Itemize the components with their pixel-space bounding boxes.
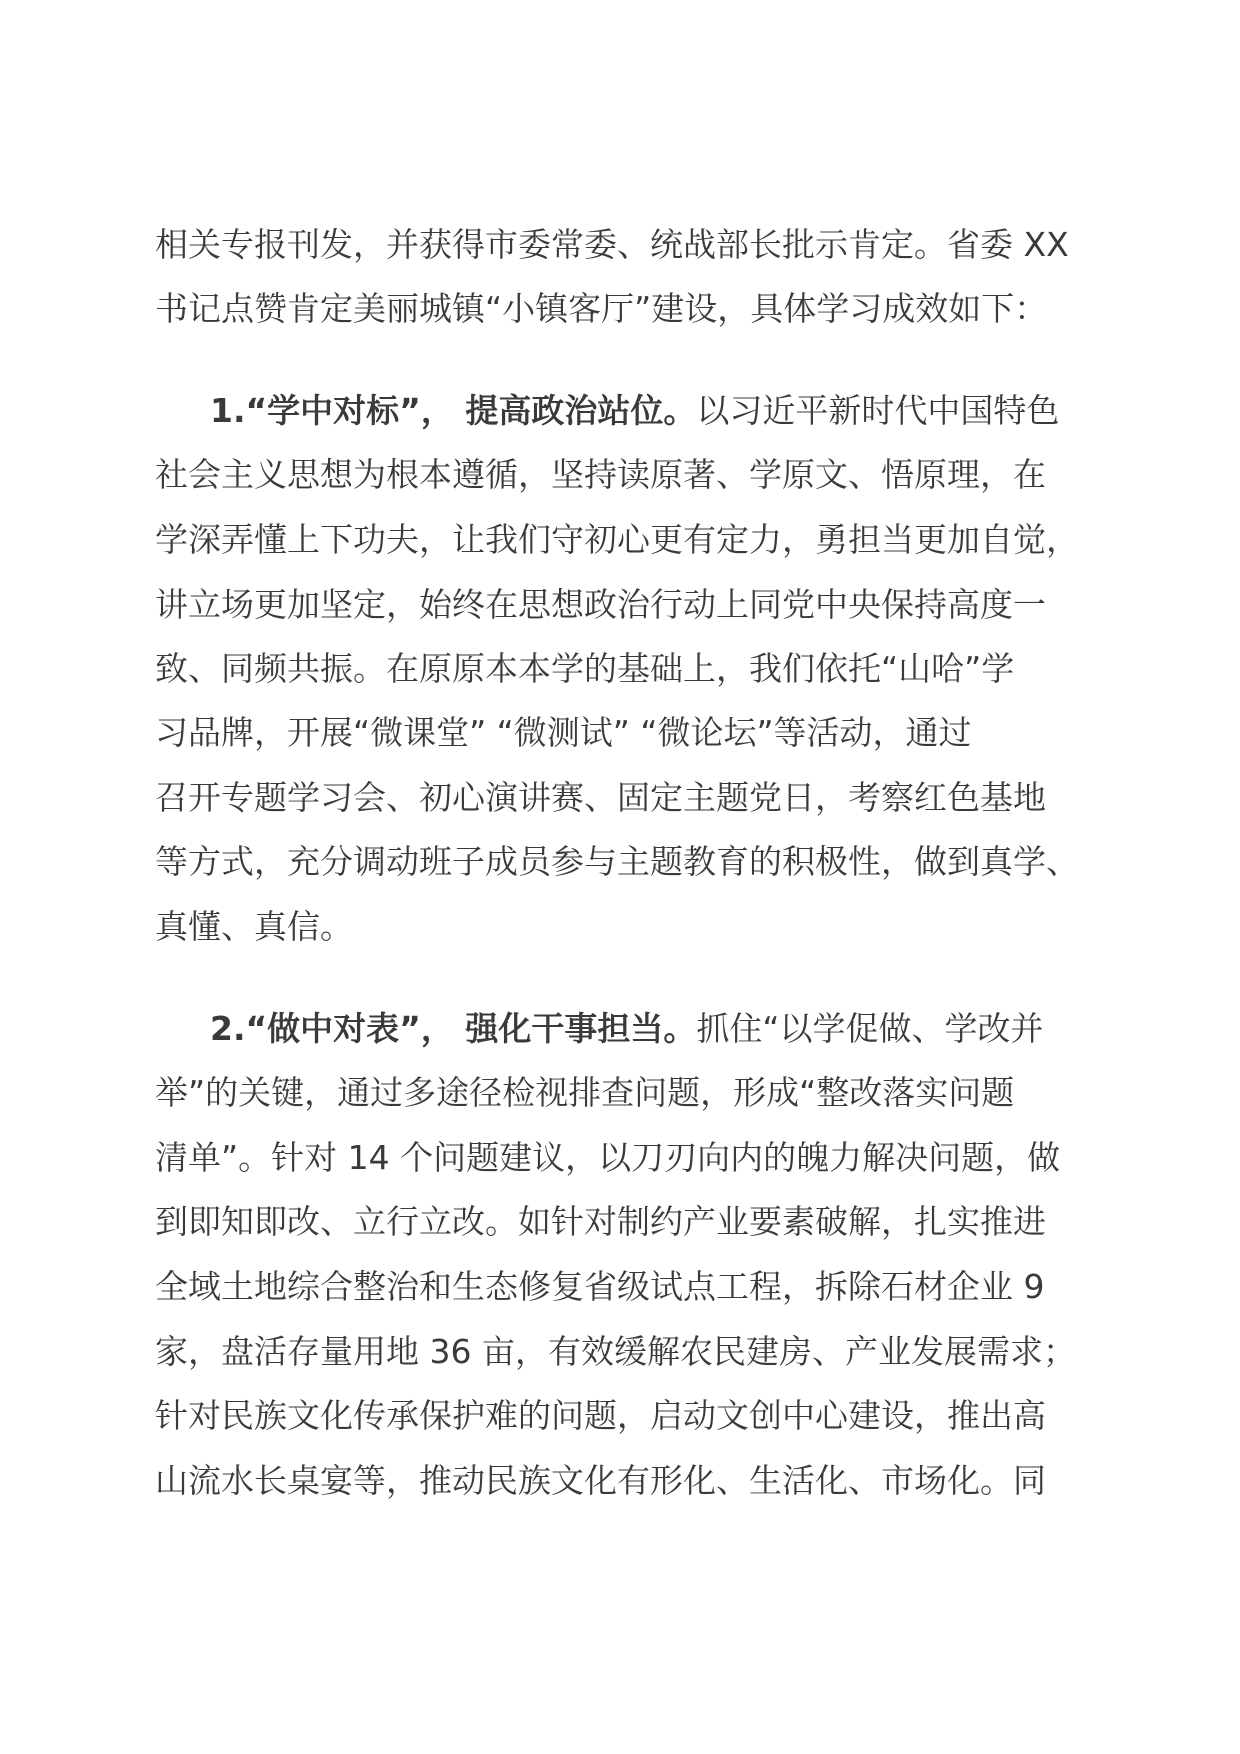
- paragraph-line: 到即知即改、立行立改。如针对制约产业要素破解，扎实推进: [155, 1202, 1046, 1241]
- paragraph-line: 讲立场更加坚定，始终在思想政治行动上同党中央保持高度一: [155, 585, 1046, 624]
- paragraph-line: 致、同频共振。在原原本本学的基础上，我们依托“山哈”学: [155, 649, 1015, 688]
- paragraph-line: 学深弄懂上下功夫，让我们守初心更有定力，勇担当更加自觉，: [155, 520, 1079, 559]
- intro-line: 书记点赞肯定美丽城镇“小镇客厅”建设，具体学习成效如下：: [155, 289, 1048, 328]
- section-1-first-line: [210, 389, 1059, 433]
- paragraph-line: 真懂、真信。: [155, 907, 353, 946]
- paragraph-line: 全域土地综合整治和生态修复省级试点工程，拆除石材企业 9: [155, 1267, 1045, 1306]
- paragraph-line: 清单”。针对 14 个问题建议，以刀刃向内的魄力解决问题，做: [155, 1138, 1061, 1177]
- section-2-heading: 2.“做中对表”， 强化干事担当。: [210, 1009, 697, 1048]
- paragraph-text: 以习近平新时代中国特色: [696, 391, 1060, 430]
- paragraph-line: 家，盘活存量用地 36 亩，有效缓解农民建房、产业发展需求；: [155, 1332, 1076, 1371]
- paragraph-line: 山流水长桌宴等，推动民族文化有形化、生活化、市场化。同: [155, 1461, 1046, 1500]
- section-1-heading: 1.“学中对标”， 提高政治站位。: [210, 391, 697, 430]
- paragraph-line: 等方式，充分调动班子成员参与主题教育的积极性，做到真学、: [155, 842, 1079, 881]
- paragraph-line: 习品牌，开展“微课堂” “微测试” “微论坛”等活动，通过: [155, 713, 972, 752]
- paragraph-line: 举”的关键，通过多途径检视排查问题，形成“整改落实问题: [155, 1073, 1015, 1112]
- intro-line: 相关专报刊发，并获得市委常委、统战部长批示肯定。省委 XX: [155, 225, 1069, 264]
- paragraph-line: 针对民族文化传承保护难的问题，启动文创中心建设，推出高: [155, 1396, 1046, 1435]
- paragraph-line: 社会主义思想为根本遵循，坚持读原著、学原文、悟原理，在: [155, 455, 1046, 494]
- section-2-first-line: [210, 1007, 1043, 1051]
- paragraph-text: 抓住“以学促做、学改并: [696, 1009, 1044, 1048]
- paragraph-line: 召开专题学习会、初心演讲赛、固定主题党日，考察红色基地: [155, 778, 1046, 817]
